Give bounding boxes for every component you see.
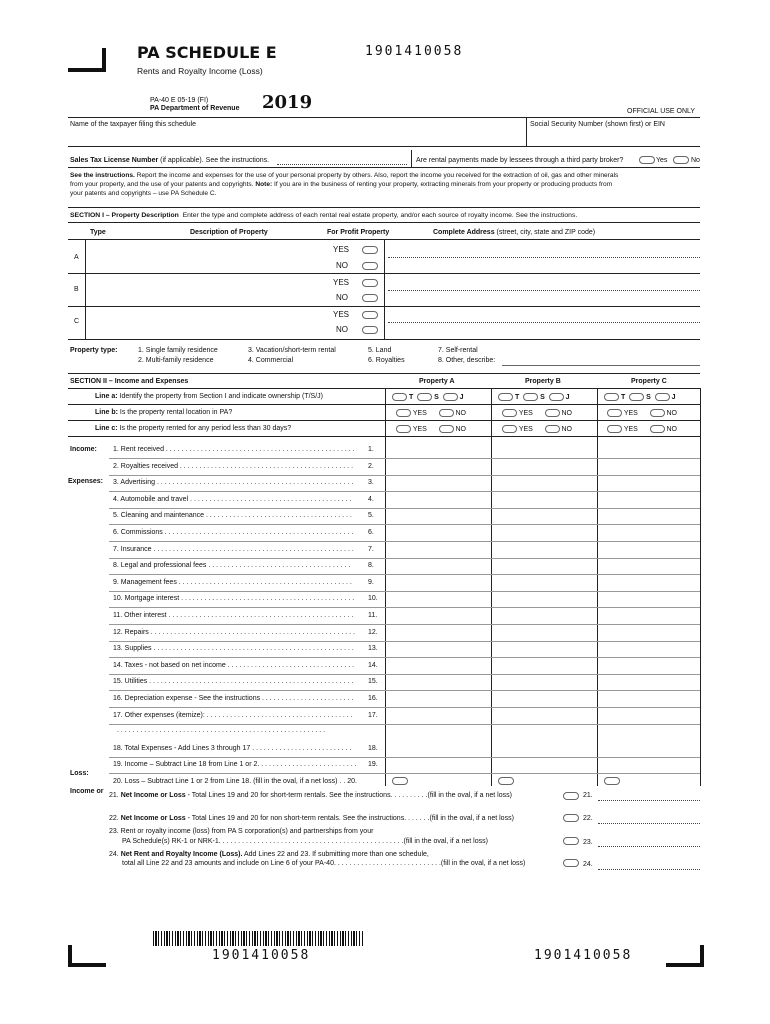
ptype-6: 6. Royalties [368, 357, 405, 364]
line-21-num: 21. [109, 792, 121, 799]
line-14-number: 14. [368, 662, 378, 669]
line-13-property-a-field[interactable] [387, 641, 489, 655]
line-16-number: 16. [368, 695, 378, 702]
property-c-header: Property C [631, 378, 667, 385]
line-24-n: 24. [583, 861, 593, 868]
line-12-property-c-field[interactable] [599, 625, 701, 639]
ssn-label: Social Security Number (shown first) or EIN [530, 121, 665, 128]
line-22-text [109, 815, 514, 822]
line-24-text-2: total all Line 22 and 23 amounts and include on Line 6 of your PA-40. . . . . . . . . . . . . . . . . . . . . . . . . . . .(fill in the oval, if a net loss) [122, 860, 526, 867]
line-c-c-yes: YES [623, 425, 638, 433]
line-12-label: 12. Repairs . . . . . . . . . . . . . . . . . . . . . . . . . . . . . . . . . . . . . . . . . . . . . . . . . . . . . [113, 629, 355, 636]
broker-divider [411, 150, 412, 167]
instructions-rule [68, 207, 700, 208]
line-18-number: 18. [368, 745, 378, 752]
line-15-property-c-field[interactable] [599, 674, 701, 688]
line-22-num: 22. [109, 815, 121, 822]
property-a-header: Property A [419, 378, 455, 385]
instructions-note: Note: [255, 181, 273, 188]
line-18-property-b-field[interactable] [493, 741, 595, 755]
line-3-property-a-field[interactable] [387, 475, 489, 489]
line-6-property-b-field[interactable] [493, 525, 595, 539]
line-16-property-b-field[interactable] [493, 691, 595, 705]
line-6-property-a-field[interactable] [387, 525, 489, 539]
line-10-property-b-field[interactable] [493, 591, 595, 605]
line-14-property-b-field[interactable] [493, 658, 595, 672]
line-4-label: 4. Automobile and travel . . . . . . . . . . . . . . . . . . . . . . . . . . . . . . . . . . . . . . . . . . [113, 496, 352, 503]
instructions-text-2b: If you are in the business of renting your property, extracting minerals from your property or producing products from [272, 181, 613, 188]
line-22-oval[interactable] [563, 814, 579, 822]
line-6-label: 6. Commissions . . . . . . . . . . . . . . . . . . . . . . . . . . . . . . . . . . . . . . . . . . . . . . . . . [113, 529, 354, 536]
property-C-rule [68, 339, 700, 340]
line-24-num: 24. [109, 851, 121, 858]
col-desc-header: Description of Property [190, 229, 268, 236]
ptype-2: 2. Multi-family residence [138, 357, 214, 364]
property-B-rule [68, 306, 700, 307]
property-B-yes-label: YES [333, 278, 350, 287]
line-22-n: 22. [583, 815, 593, 822]
line-7-property-a-field[interactable] [387, 542, 489, 556]
line-c-prop-c-yesno[interactable] [607, 425, 677, 433]
line-a-prop-a-tsj[interactable] [392, 393, 464, 401]
line-21-text [109, 792, 512, 799]
line-5-number: 5. [368, 512, 374, 519]
line-b-b-no: NO [561, 409, 572, 417]
line-a-b-s: S [540, 393, 545, 401]
line-a-prop-c-tsj[interactable] [604, 393, 676, 401]
line-13-number: 13. [368, 645, 378, 652]
form-title: PA SCHEDULE E [137, 43, 277, 62]
line-9-property-b-field[interactable] [493, 575, 595, 589]
col-a-left [385, 388, 386, 786]
col-type-header: Type [90, 229, 106, 236]
section2-header-rule [68, 388, 700, 389]
line-1-number: 1. [368, 446, 374, 453]
corner-mark-bottom-right [666, 945, 704, 967]
line-19-property-a-field[interactable] [387, 757, 489, 771]
official-use-label: OFFICIAL USE ONLY [627, 108, 696, 115]
line-a-b-t: T [514, 393, 520, 401]
header-rule [68, 117, 700, 118]
instructions-text-2a: from your property, and the use of your patents and copyrights. [70, 181, 256, 188]
line-a-a-j: J [459, 393, 464, 401]
line-8-number: 8. [368, 562, 374, 569]
property-C-yes-oval[interactable] [362, 311, 378, 319]
line-a-prop-b-tsj[interactable] [498, 393, 570, 401]
line-b-row [95, 409, 232, 416]
line-4-property-c-field[interactable] [599, 492, 701, 506]
line-2-property-b-field[interactable] [493, 459, 595, 473]
ptype-7: 7. Self-rental [438, 347, 478, 354]
barcode-number: 1901410058 [212, 948, 311, 963]
line-17-label: 17. Other expenses (itemize): . . . . . . . . . . . . . . . . . . . . . . . . . . . . . . . . . . . . . . [113, 712, 353, 719]
line-15-label: 15. Utilities . . . . . . . . . . . . . . . . . . . . . . . . . . . . . . . . . . . . . . . . . . . . . . . . . . . . . [113, 678, 354, 685]
col-c-left [597, 388, 598, 786]
broker-yes-label: Yes [656, 157, 668, 164]
line-14-property-c-field[interactable] [599, 658, 701, 672]
line-a-b-t-oval[interactable] [498, 393, 513, 401]
line-c-c-yes-oval[interactable] [607, 425, 622, 433]
line-7-number: 7. [368, 546, 374, 553]
line-19-label: 19. Income – Subtract Line 18 from Line 1 or 2. . . . . . . . . . . . . . . . . . . . . . . . . . [113, 761, 357, 768]
line-b-prop-b-yesno[interactable] [502, 409, 572, 417]
section1-title: SECTION I – Property Description [70, 212, 179, 219]
line-10-label: 10. Mortgage interest . . . . . . . . . . . . . . . . . . . . . . . . . . . . . . . . . . . . . . . . . . . . . [113, 595, 355, 602]
section1-type-divider [85, 239, 86, 339]
line-c-b-no-oval[interactable] [545, 425, 560, 433]
line-b-label: Line b: [95, 409, 118, 416]
line-9-property-c-field[interactable] [599, 575, 701, 589]
line-1-label: 1. Rent received . . . . . . . . . . . . . . . . . . . . . . . . . . . . . . . . . . . . . . . . . . . . . . . . . [113, 446, 355, 453]
ptype-1: 1. Single family residence [138, 347, 218, 354]
form-subtitle: Rents and Royalty Income (Loss) [137, 66, 263, 76]
line-8-property-a-field[interactable] [387, 558, 489, 572]
corner-mark-bottom-left [68, 945, 106, 967]
line-a-b-j: J [565, 393, 570, 401]
line-b-a-yes: YES [412, 409, 427, 417]
taxpayer-name-label: Name of the taxpayer filing this schedule [70, 121, 197, 128]
line-19-property-c-field[interactable] [599, 757, 701, 771]
income-group-label: Income: [70, 446, 97, 453]
section2-title: SECTION II – Income and Expenses [70, 378, 189, 385]
line-b-text: Is the property rental location in PA? [119, 409, 233, 416]
ptype-4: 4. Commercial [248, 357, 294, 364]
line-b-c-no: NO [666, 409, 677, 417]
line-15-property-a-field[interactable] [387, 674, 489, 688]
line-11-property-a-field[interactable] [387, 608, 489, 622]
line-12-number: 12. [368, 629, 378, 636]
property-B-no-label: NO [336, 293, 348, 302]
sales-tax-license-bold: Sales Tax License Number [70, 157, 159, 164]
line-c-b-no: NO [561, 425, 572, 433]
line-8-property-c-field[interactable] [599, 558, 701, 572]
line-17-property-b-field[interactable] [493, 708, 595, 722]
instructions-line-3: your patents and copyrights – use PA Schedule C. [70, 190, 217, 197]
line-c-a-yes: YES [412, 425, 427, 433]
line-a-text: Identify the property from Section I and indicate ownership (T/S/J) [119, 393, 324, 400]
line-c-c-no-oval[interactable] [650, 425, 665, 433]
line-18-property-c-field[interactable] [599, 741, 701, 755]
section1-heading [70, 212, 577, 219]
property-C-no-oval[interactable] [362, 326, 378, 334]
property-C-address-line-1[interactable] [388, 322, 700, 323]
line-10-property-c-field[interactable] [599, 591, 701, 605]
line-15-property-b-field[interactable] [493, 674, 595, 688]
line-c-c-no: NO [666, 425, 677, 433]
line-a-c-j-oval[interactable] [655, 393, 670, 401]
line-b-rule [68, 420, 700, 421]
ssn-divider [526, 117, 527, 147]
line-3-number: 3. [368, 479, 374, 486]
line-2-label: 2. Royalties received . . . . . . . . . . . . . . . . . . . . . . . . . . . . . . . . . . . . . . . . . . . . . [113, 463, 354, 470]
line-1-property-a-field[interactable] [387, 442, 489, 456]
line-9-label: 9. Management fees . . . . . . . . . . . . . . . . . . . . . . . . . . . . . . . . . . . . . . . . . . . . . [113, 579, 352, 586]
sales-tax-license-field[interactable] [277, 164, 407, 165]
line-c-prop-b-yesno[interactable] [502, 425, 572, 433]
line-a-a-t: T [408, 393, 414, 401]
line-21-field[interactable] [598, 800, 700, 801]
line-b-c-yes-oval[interactable] [607, 409, 622, 417]
section1-desc: Enter the type and complete address of each rental real estate property, and/or each source of royalty income. See the instructions. [182, 212, 578, 219]
line-17-itemize-dots: . . . . . . . . . . . . . . . . . . . . . . . . . . . . . . . . . . . . . . . . . . . . . . . . . . . . . . [117, 727, 326, 734]
property-C-no-label: NO [336, 325, 348, 334]
line-17-property-c-field[interactable] [599, 708, 701, 722]
col-b-left [491, 388, 492, 786]
line-8-label: 8. Legal and professional fees . . . . . . . . . . . . . . . . . . . . . . . . . . . . . . . . . . . . . [113, 562, 351, 569]
barcode [153, 931, 363, 946]
line-14-property-a-field[interactable] [387, 658, 489, 672]
line-22-field[interactable] [598, 823, 700, 824]
line-17-number: 17. [368, 712, 378, 719]
line-17-rule [109, 724, 700, 725]
line-a-c-t-oval[interactable] [604, 393, 619, 401]
line-11-label: 11. Other interest . . . . . . . . . . . . . . . . . . . . . . . . . . . . . . . . . . . . . . . . . . . . . . . . [113, 612, 354, 619]
property-row-B-label: B [74, 286, 79, 293]
line-a-row [95, 393, 323, 400]
line-c-rule [68, 436, 700, 437]
line-b-prop-c-yesno[interactable] [607, 409, 677, 417]
broker-question: Are rental payments made by lessees through a third party broker? [416, 157, 624, 164]
line-23-field[interactable] [598, 846, 700, 847]
col-address-bold: Complete Address [433, 229, 495, 236]
line-24-field[interactable] [598, 869, 700, 870]
line-b-b-no-oval[interactable] [545, 409, 560, 417]
line-24-bold: Net Rent and Royalty Income (Loss). [120, 851, 243, 858]
section1-title-rule [68, 222, 700, 223]
dept-name: PA Department of Revenue [150, 105, 240, 112]
property-A-address-line-1[interactable] [388, 257, 700, 258]
property-A-rule [68, 273, 700, 274]
line-14-label: 14. Taxes - not based on net income . . . . . . . . . . . . . . . . . . . . . . . . . . . . . . . . . [113, 662, 355, 669]
expenses-group-label: Expenses: [68, 478, 104, 485]
line-7-property-b-field[interactable] [493, 542, 595, 556]
line-1-property-c-field[interactable] [599, 442, 701, 456]
line-5-label: 5. Cleaning and maintenance . . . . . . . . . . . . . . . . . . . . . . . . . . . . . . . . . . . . . . [113, 512, 352, 519]
line-7-property-c-field[interactable] [599, 542, 701, 556]
col-profit-header: For Profit Property [327, 229, 390, 236]
line-24-rest: Add Lines 22 and 23. If submitting more than one schedule, [242, 851, 429, 858]
line-8-property-b-field[interactable] [493, 558, 595, 572]
line-11-number: 11. [368, 612, 378, 619]
doc-number-top: 1901410058 [365, 44, 464, 59]
property-B-address-line-1[interactable] [388, 290, 700, 291]
line-13-property-b-field[interactable] [493, 641, 595, 655]
line-a-a-t-oval[interactable] [392, 393, 407, 401]
property-b-header: Property B [525, 378, 561, 385]
property-A-no-oval[interactable] [362, 262, 378, 270]
line-b-c-no-oval[interactable] [650, 409, 665, 417]
line-23-text-2: PA Schedule(s) RK-1 or NRK-1. . . . . . . . . . . . . . . . . . . . . . . . . . . . . . . . . . . . . . . . . . . . . . . .(fill in the oval, if a net loss) [122, 838, 488, 845]
line-23-n: 23. [583, 839, 593, 846]
line-a-a-s: S [434, 393, 439, 401]
sales-tax-license-label [70, 157, 269, 164]
line-22-bold: Net Income or Loss [120, 815, 186, 822]
line-19-property-b-field[interactable] [493, 757, 595, 771]
line-24-text-1 [109, 851, 429, 858]
line-6-number: 6. [368, 529, 374, 536]
broker-no-label: No [691, 157, 700, 164]
property-C-yes-label: YES [333, 310, 350, 319]
line-16-property-a-field[interactable] [387, 691, 489, 705]
line-9-property-a-field[interactable] [387, 575, 489, 589]
line-20-label: 20. Loss – Subtract Line 1 or 2 from Line 18. (fill in the oval, if a net loss) . . 20. [113, 778, 357, 785]
property-A-yes-oval[interactable] [362, 246, 378, 254]
form-code: PA-40 E 05-19 (FI) [150, 97, 209, 104]
line-5-property-b-field[interactable] [493, 508, 595, 522]
line-c-b-yes-oval[interactable] [502, 425, 517, 433]
line-c-text: Is the property rented for any period less than 30 days? [119, 425, 292, 432]
line-16-property-c-field[interactable] [599, 691, 701, 705]
line-11-property-b-field[interactable] [493, 608, 595, 622]
line-24-oval[interactable] [563, 859, 579, 867]
line-c-a-no: NO [455, 425, 466, 433]
doc-number-bottom: 1901410058 [534, 948, 633, 963]
line-11-property-c-field[interactable] [599, 608, 701, 622]
line-c-prop-a-yesno[interactable] [396, 425, 466, 433]
name-rule [68, 146, 700, 147]
line-23-text-1: 23. Rent or royalty income (loss) from PA S corporation(s) and partnerships from your [109, 828, 374, 835]
line-17-property-a-field[interactable] [387, 708, 489, 722]
line-b-b-yes: YES [518, 409, 533, 417]
line-2-property-c-field[interactable] [599, 459, 701, 473]
ptype-3: 3. Vacation/short-term rental [248, 347, 336, 354]
line-20-property-a-oval[interactable] [392, 777, 408, 785]
line-20-property-b-oval[interactable] [498, 777, 514, 785]
line-20-property-c-oval[interactable] [604, 777, 620, 785]
ptype-8: 8. Other, describe: [438, 357, 496, 364]
property-row-A-label: A [74, 254, 79, 261]
line-23-oval[interactable] [563, 837, 579, 845]
instructions-line-1 [70, 172, 618, 179]
property-A-no-label: NO [336, 261, 348, 270]
property-type-label: Property type: [70, 347, 118, 354]
line-a-label: Line a: [95, 393, 118, 400]
line-b-c-yes: YES [623, 409, 638, 417]
ptype-5: 5. Land [368, 347, 392, 354]
line-c-a-no-oval[interactable] [439, 425, 454, 433]
line-10-property-a-field[interactable] [387, 591, 489, 605]
line-b-b-yes-oval[interactable] [502, 409, 517, 417]
col-address-header [433, 229, 595, 236]
line-12-property-b-field[interactable] [493, 625, 595, 639]
line-a-c-s-oval[interactable] [629, 393, 644, 401]
line-21-rest: - Total Lines 19 and 20 for short-term rentals. See the instructions. . . . . . . . . .(fill in the oval, if a net loss) [185, 792, 512, 799]
line-c-row [95, 425, 291, 432]
line-21-bold: Net Income or Loss [120, 792, 186, 799]
line-a-b-j-oval[interactable] [549, 393, 564, 401]
line-5-property-a-field[interactable] [387, 508, 489, 522]
line-15-number: 15. [368, 678, 378, 685]
line-21-n: 21. [583, 792, 593, 799]
line-3-property-c-field[interactable] [599, 475, 701, 489]
income-or-loss-label-2: Loss: [70, 770, 89, 777]
line-3-property-b-field[interactable] [493, 475, 595, 489]
line-13-property-c-field[interactable] [599, 641, 701, 655]
broker-no-oval[interactable] [673, 156, 689, 164]
line-7-label: 7. Insurance . . . . . . . . . . . . . . . . . . . . . . . . . . . . . . . . . . . . . . . . . . . . . . . . . . . . [113, 546, 354, 553]
property-A-yes-label: YES [333, 245, 350, 254]
instructions-text-1: Report the income and expenses for the use of your personal property by others. Also, report the income you received for the extraction of oil, gas and other minerals [134, 172, 619, 179]
line-c-a-yes-oval[interactable] [396, 425, 411, 433]
line-4-property-b-field[interactable] [493, 492, 595, 506]
line-5-property-c-field[interactable] [599, 508, 701, 522]
line-c-label: Line c: [95, 425, 118, 432]
line-22-rest: - Total Lines 19 and 20 for non short-term rentals. See the instructions. . . . . . .(fill in the oval, if a net loss) [185, 815, 514, 822]
line-b-a-no-oval[interactable] [439, 409, 454, 417]
sales-tax-license-rest: (if applicable). See the instructions. [158, 157, 270, 164]
line-1-property-b-field[interactable] [493, 442, 595, 456]
section1-address-divider [384, 239, 385, 339]
line-21-oval[interactable] [563, 792, 579, 800]
property-B-yes-oval[interactable] [362, 279, 378, 287]
line-2-number: 2. [368, 463, 374, 470]
line-18-property-a-field[interactable] [387, 741, 489, 755]
line-a-a-j-oval[interactable] [443, 393, 458, 401]
instructions-lead: See the instructions. [70, 172, 135, 179]
line-a-b-s-oval[interactable] [523, 393, 538, 401]
line-12-property-a-field[interactable] [387, 625, 489, 639]
line-13-label: 13. Supplies . . . . . . . . . . . . . . . . . . . . . . . . . . . . . . . . . . . . . . . . . . . . . . . . . . . . [113, 645, 354, 652]
line-4-number: 4. [368, 496, 374, 503]
line-b-prop-a-yesno[interactable] [396, 409, 466, 417]
line-16-label: 16. Depreciation expense - See the instructions . . . . . . . . . . . . . . . . . . . . . . . . [113, 695, 354, 702]
line-10-number: 10. [368, 595, 378, 602]
line-2-property-a-field[interactable] [387, 459, 489, 473]
broker-yes-oval[interactable] [639, 156, 655, 164]
line-a-c-j: J [671, 393, 676, 401]
line-4-property-a-field[interactable] [387, 492, 489, 506]
tax-year: 2019 [262, 92, 313, 113]
col-address-rest: (street, city, state and ZIP code) [494, 229, 596, 236]
line-3-label: 3. Advertising . . . . . . . . . . . . . . . . . . . . . . . . . . . . . . . . . . . . . . . . . . . . . . . . . . . [113, 479, 354, 486]
property-row-C-label: C [74, 318, 80, 325]
ptype-other-field[interactable] [502, 365, 700, 366]
line-18-label: 18. Total Expenses - Add Lines 3 through 17 . . . . . . . . . . . . . . . . . . . . . . . . . . [113, 745, 352, 752]
line-a-c-s: S [646, 393, 651, 401]
corner-mark-top-left [68, 48, 106, 72]
line-b-a-no: NO [455, 409, 466, 417]
line-6-property-c-field[interactable] [599, 525, 701, 539]
line-c-b-yes: YES [518, 425, 533, 433]
line-a-rule [68, 404, 700, 405]
license-rule [68, 167, 700, 168]
line-9-number: 9. [368, 579, 374, 586]
line-b-a-yes-oval[interactable] [396, 409, 411, 417]
line-a-c-t: T [620, 393, 626, 401]
instructions-line-2 [70, 181, 612, 188]
line-19-number: 19. [368, 761, 378, 768]
section2-top-rule [68, 373, 700, 374]
income-or-loss-label-1: Income or [70, 788, 104, 795]
property-B-no-oval[interactable] [362, 294, 378, 302]
line-a-a-s-oval[interactable] [417, 393, 432, 401]
